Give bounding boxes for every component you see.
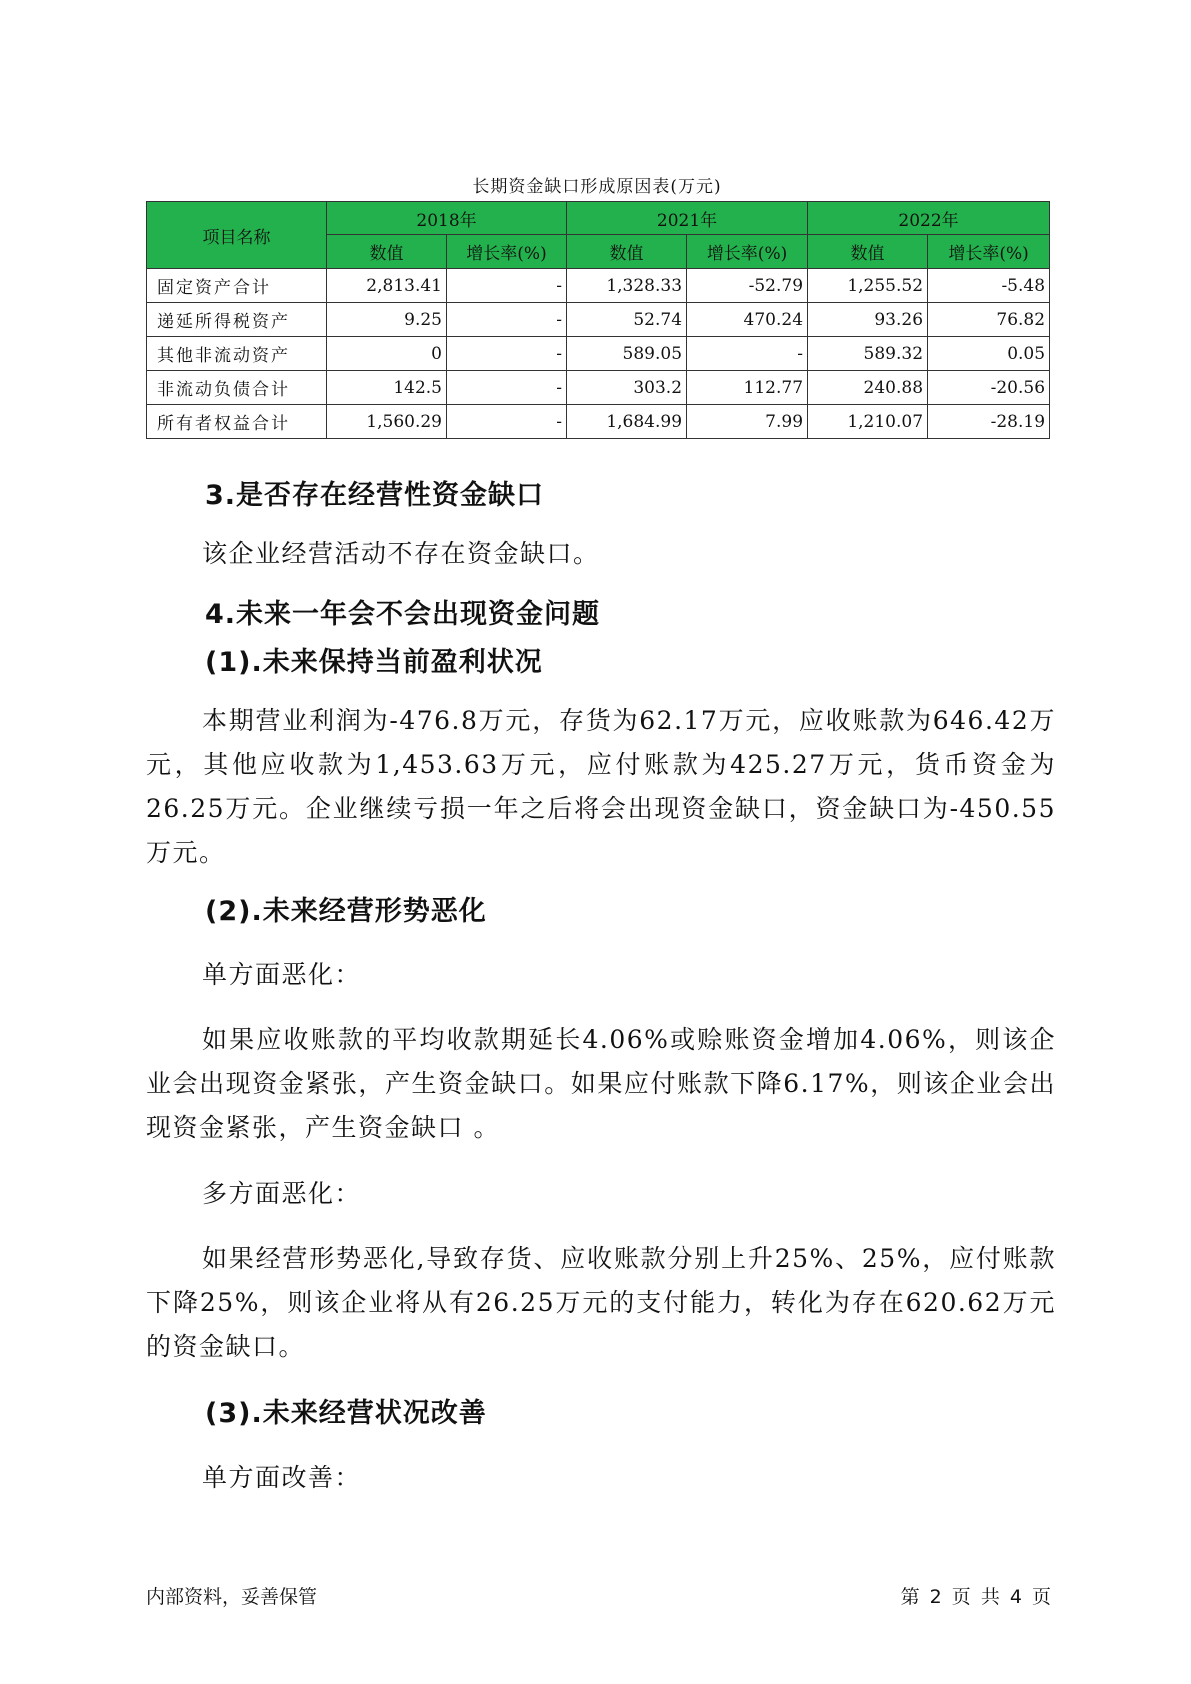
section-heading-4: 4.未来一年会不会出现资金问题 <box>205 599 601 630</box>
paragraph-4-1: 本期营业利润为-476.8万元，存货为62.17万元，应收账款为646.42万元，其他应收款为1,453.63万元，应付账款为425.27万元，货币资金为26.25万元。企业继续亏损一年之后将会出现资金缺口，资金缺口为-450.55万元。 <box>146 706 1056 867</box>
long-term-funding-gap-table <box>146 201 1050 439</box>
header-growth: 增长率(%) <box>687 235 808 269</box>
table-cell: 589.05 <box>567 337 687 371</box>
table-cell: 7.99 <box>687 405 808 439</box>
footer-confidential-note: 内部资料，妥善保管 <box>146 1586 318 1608</box>
table-cell: 589.32 <box>808 337 928 371</box>
table-row <box>147 269 1050 303</box>
table-cell: 1,328.33 <box>567 269 687 303</box>
section-heading-3: 3.是否存在经营性资金缺口 <box>205 480 545 511</box>
paragraph-3: 该企业经营活动不存在资金缺口。 <box>202 539 600 568</box>
table-cell: 1,210.07 <box>808 405 928 439</box>
table-cell: 0.05 <box>928 337 1050 371</box>
table-row <box>147 337 1050 371</box>
table-cell: -28.19 <box>928 405 1050 439</box>
row-name: 固定资产合计 <box>147 269 327 303</box>
row-name: 所有者权益合计 <box>147 405 327 439</box>
table-row <box>147 303 1050 337</box>
table-cell: -52.79 <box>687 269 808 303</box>
table-cell: - <box>447 303 567 337</box>
header-year-2018: 2018年 <box>327 202 567 235</box>
table-cell: 142.5 <box>327 371 447 405</box>
table-cell: 93.26 <box>808 303 928 337</box>
footer-page-number: 第 2 页 共 4 页 <box>900 1586 1051 1608</box>
table-cell: 1,560.29 <box>327 405 447 439</box>
table-row <box>147 405 1050 439</box>
table-cell: - <box>447 405 567 439</box>
table-cell: 1,684.99 <box>567 405 687 439</box>
table-cell: 470.24 <box>687 303 808 337</box>
table-cell: -20.56 <box>928 371 1050 405</box>
table-caption: 长期资金缺口形成原因表(万元) <box>472 177 722 197</box>
header-value: 数值 <box>808 235 928 269</box>
table-cell: 1,255.52 <box>808 269 928 303</box>
subsection-heading-4-1: (1).未来保持当前盈利状况 <box>205 647 543 678</box>
table-cell: - <box>687 337 808 371</box>
table-cell: 52.74 <box>567 303 687 337</box>
row-name: 其他非流动资产 <box>147 337 327 371</box>
paragraph-multi-bad-text: 如果经营形势恶化,导致存货、应收账款分别上升25%、25%，应付账款下降25%，则该企业将从有26.25万元的支付能力，转化为存在620.62万元的资金缺口。 <box>146 1244 1056 1361</box>
paragraph-single-bad-label: 单方面恶化： <box>202 960 362 989</box>
table-cell: 0 <box>327 337 447 371</box>
table-row <box>147 371 1050 405</box>
table-cell: - <box>447 337 567 371</box>
table-cell: - <box>447 269 567 303</box>
table-cell: 2,813.41 <box>327 269 447 303</box>
row-name: 递延所得税资产 <box>147 303 327 337</box>
table-cell: 76.82 <box>928 303 1050 337</box>
table-cell: - <box>447 371 567 405</box>
subsection-heading-4-3: (3).未来经营状况改善 <box>205 1398 487 1429</box>
table-cell: -5.48 <box>928 269 1050 303</box>
header-growth: 增长率(%) <box>447 235 567 269</box>
paragraph-single-bad-text: 如果应收账款的平均收款期延长4.06%或赊账资金增加4.06%，则该企业会出现资金紧张，产生资金缺口。如果应付账款下降6.17%，则该企业会出现资金紧张，产生资金缺口 。 <box>146 1025 1056 1142</box>
header-year-2022: 2022年 <box>808 202 1050 235</box>
paragraph-single-good-label: 单方面改善： <box>202 1463 362 1492</box>
paragraph-multi-bad-label: 多方面恶化： <box>202 1179 362 1208</box>
header-year-2021: 2021年 <box>567 202 808 235</box>
table-cell: 9.25 <box>327 303 447 337</box>
header-value: 数值 <box>327 235 447 269</box>
table-cell: 112.77 <box>687 371 808 405</box>
header-item-name: 项目名称 <box>147 202 327 269</box>
header-growth: 增长率(%) <box>928 235 1050 269</box>
subsection-heading-4-2: (2).未来经营形势恶化 <box>205 896 487 927</box>
header-value: 数值 <box>567 235 687 269</box>
table-cell: 303.2 <box>567 371 687 405</box>
table-cell: 240.88 <box>808 371 928 405</box>
row-name: 非流动负债合计 <box>147 371 327 405</box>
